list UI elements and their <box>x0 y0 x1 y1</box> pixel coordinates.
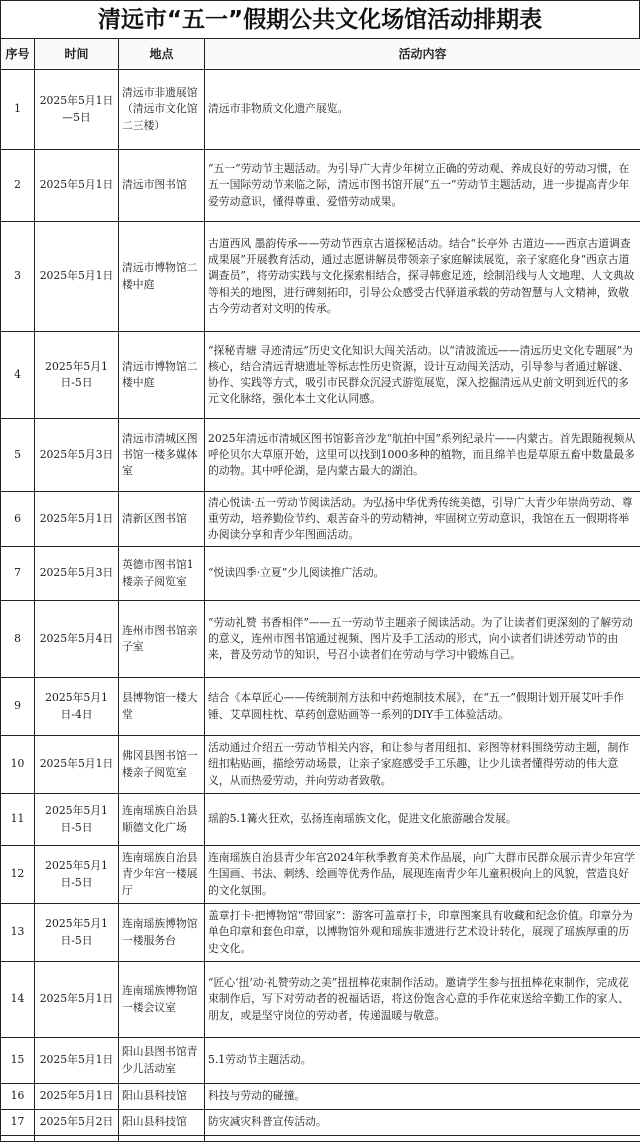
row-time: 2025年5月1日 <box>35 1038 119 1084</box>
row-no: 16 <box>1 1084 35 1110</box>
row-no: 10 <box>1 736 35 794</box>
row-no: 6 <box>1 492 35 547</box>
table-row <box>1 547 640 601</box>
table-row <box>1 1084 640 1110</box>
row-no: 12 <box>1 846 35 904</box>
row-time: 2025年5月1日 <box>35 492 119 547</box>
row-content: 科技与劳动的碰撞。 <box>205 1084 640 1110</box>
row-time: 2025年5月4日 <box>35 601 119 678</box>
empty-cell <box>119 1136 205 1142</box>
row-no: 1 <box>1 70 35 150</box>
row-place: 清远市图书馆 <box>119 150 205 222</box>
row-time: 2025年5月1日-5日 <box>35 904 119 962</box>
row-content: 清心悦读·五一劳动节阅读活动。为弘扬中华优秀传统美德，引导广大青少年崇尚劳动、尊重劳动，培养勤俭节约、艰苦奋斗的劳动精神，牢固树立劳动意识，我馆在五一假期将举办阅读分享和青少年图画活动。 <box>205 492 640 547</box>
row-time: 2025年5月1日-5日 <box>35 794 119 846</box>
table-row <box>1 962 640 1038</box>
row-time: 2025年5月1日 <box>35 150 119 222</box>
header-place: 地点 <box>119 39 205 70</box>
row-content: 清远市非物质文化遗产展览。 <box>205 70 640 150</box>
table-row <box>1 332 640 419</box>
row-place: 佛冈县图书馆一楼亲子阅览室 <box>119 736 205 794</box>
table-row <box>1 601 640 678</box>
row-content: “探秘青塘 寻迹清远”历史文化知识大闯关活动。以“清波流远——清远历史文化专题展”为核心，结合清远青塘遗址等标志性历史资源，设计互动闯关活动，引导参与者通过解谜、协作、实践等方式，吸引市民群众沉浸式游览展览，深入挖掘清远从史前文明到近代的多元文化脉络，强化本土文化认同感。 <box>205 332 640 419</box>
row-place: 连南瑶族博物馆一楼会议室 <box>119 962 205 1038</box>
row-time: 2025年5月1日 <box>35 1084 119 1110</box>
table-row <box>1 736 640 794</box>
table-row <box>1 904 640 962</box>
row-no: 3 <box>1 222 35 332</box>
row-time: 2025年5月1日-4日 <box>35 678 119 736</box>
table-row <box>1 1110 640 1136</box>
table-row <box>1 419 640 492</box>
row-no: 13 <box>1 904 35 962</box>
row-content: 活动通过介绍五一劳动节相关内容，和让参与者用纽扣、彩图等材料围绕劳动主题，制作纽扣粘贴画，描绘劳动场景，让亲子家庭感受手工乐趣，让少儿读者懂得劳动的伟大意义，从而热爱劳动，并向劳动者致敬。 <box>205 736 640 794</box>
row-place: 连州市图书馆亲子室 <box>119 601 205 678</box>
table-row <box>1 678 640 736</box>
row-content: “匠心‘扭’动·礼赞劳动之美”扭扭棒花束制作活动。邀请学生参与扭扭棒花束制作，完成花束制作后，写下对劳动者的祝福话语，将这份饱含心意的手作花束送给辛勤工作的家人、朋友，或是坚守岗位的劳动者，传递温暖与敬意。 <box>205 962 640 1038</box>
row-no: 14 <box>1 962 35 1038</box>
page-title: 清远市“五一”假期公共文化场馆活动排期表 <box>0 0 640 38</box>
row-place: 英德市图书馆1楼亲子阅览室 <box>119 547 205 601</box>
row-time: 2025年5月1日 <box>35 962 119 1038</box>
table-row <box>1 492 640 547</box>
row-no: 9 <box>1 678 35 736</box>
row-time: 2025年5月1日 <box>35 736 119 794</box>
table-row <box>1 794 640 846</box>
row-time: 2025年5月1日—5日 <box>35 70 119 150</box>
row-no: 2 <box>1 150 35 222</box>
header-content: 活动内容 <box>205 39 640 70</box>
row-place: 阳山县科技馆 <box>119 1084 205 1110</box>
table-row-empty <box>1 1136 640 1142</box>
table-row <box>1 70 640 150</box>
row-content: 2025年清远市清城区图书馆影音沙龙“航拍中国”系列纪录片——内蒙古。首先跟随视频从呼伦贝尔大草原开始，这里可以找到1000多种的植物，而且绵羊也是草原五畜中数量最多的动物。其中呼伦湖，是内蒙古最大的湖泊。 <box>205 419 640 492</box>
row-content: 防灾减灾科普宣传活动。 <box>205 1110 640 1136</box>
empty-cell <box>205 1136 640 1142</box>
row-content: 盖章打卡·把博物馆“带回家”：游客可盖章打卡，印章图案具有收藏和纪念价值。印章分为单色印章和套色印章，以博物馆外观和瑶族非遗进行艺术设计转化，展现了瑶族厚重的历史文化。 <box>205 904 640 962</box>
row-place: 连南瑶族自治县青少年宫一楼展厅 <box>119 846 205 904</box>
row-content: 结合《本草匠心——传统制剂方法和中药炮制技术展》，在“五一”假期计划开展艾叶手作锤、艾草圆柱枕、草药创意贴画等一系列的DIY手工体验活动。 <box>205 678 640 736</box>
row-no: 8 <box>1 601 35 678</box>
row-time: 2025年5月1日 <box>35 222 119 332</box>
row-place: 阳山县图书馆青少儿活动室 <box>119 1038 205 1084</box>
table-row <box>1 846 640 904</box>
row-place: 县博物馆一楼大堂 <box>119 678 205 736</box>
row-time: 2025年5月1日-5日 <box>35 332 119 419</box>
row-place: 清远市非遗展馆（清远市文化馆二三楼） <box>119 70 205 150</box>
row-place: 清远市博物馆二楼中庭 <box>119 332 205 419</box>
row-time: 2025年5月2日 <box>35 1110 119 1136</box>
header-no: 序号 <box>1 39 35 70</box>
row-content: “五一”劳动节主题活动。为引导广大青少年树立正确的劳动观、养成良好的劳动习惯，在五一国际劳动节来临之际，清远市图书馆开展“五一”劳动节主题活动，进一步提高青少年爱劳动意识，懂得尊重、爱惜劳动成果。 <box>205 150 640 222</box>
row-no: 7 <box>1 547 35 601</box>
row-content: “悦读四季·立夏”少儿阅读推广活动。 <box>205 547 640 601</box>
row-time: 2025年5月1日-5日 <box>35 846 119 904</box>
row-content: “劳动礼赞 书香相伴”——五一劳动节主题亲子阅读活动。为了让读者们更深刻的了解劳动的意义，连州市图书馆通过视频、图片及手工活动的形式，向小读者们讲述劳动节的由来，普及劳动节的知识，号召小读者们在劳动与学习中锻炼自己。 <box>205 601 640 678</box>
row-time: 2025年5月3日 <box>35 419 119 492</box>
table-row <box>1 1038 640 1084</box>
row-no: 15 <box>1 1038 35 1084</box>
row-content: 5.1劳动节主题活动。 <box>205 1038 640 1084</box>
row-place: 清新区图书馆 <box>119 492 205 547</box>
schedule-table <box>0 38 640 1142</box>
row-content: 连南瑶族自治县青少年宫2024年秋季教育美术作品展，向广大群市民群众展示青少年宫学生国画、书法、刺绣、绘画等优秀作品，展现连南青少年儿童积极向上的风貌，营造良好的文化氛围。 <box>205 846 640 904</box>
empty-cell <box>35 1136 119 1142</box>
row-time: 2025年5月3日 <box>35 547 119 601</box>
row-no: 4 <box>1 332 35 419</box>
table-header-row <box>1 39 640 70</box>
row-place: 连南瑶族博物馆一楼服务台 <box>119 904 205 962</box>
empty-cell <box>1 1136 35 1142</box>
row-place: 清远市博物馆二楼中庭 <box>119 222 205 332</box>
table-row <box>1 222 640 332</box>
row-no: 17 <box>1 1110 35 1136</box>
row-place: 连南瑶族自治县顺德文化广场 <box>119 794 205 846</box>
row-content: 古道西风 墨韵传承——劳动节西京古道探秘活动。结合“长亭外 古道边——西京古道调查成果展”开展教育活动，通过志愿讲解员带领亲子家庭解读展览，亲子家庭化身“西京古道调查员”，将劳动实践与文化探索相结合，探寻韩愈足迹，绘制沿线与人文地理、人文典故等相关的地图，进行碑刻拓印，引导公众感受古代驿道承载的劳动智慧与人文精神，致敬古今劳动者对文明的传承。 <box>205 222 640 332</box>
row-place: 阳山县科技馆 <box>119 1110 205 1136</box>
row-no: 5 <box>1 419 35 492</box>
header-time: 时间 <box>35 39 119 70</box>
row-content: 瑶韵5.1篝火狂欢，弘扬连南瑶族文化，促进文化旅游融合发展。 <box>205 794 640 846</box>
row-no: 11 <box>1 794 35 846</box>
table-row <box>1 150 640 222</box>
row-place: 清远市清城区图书馆一楼多媒体室 <box>119 419 205 492</box>
